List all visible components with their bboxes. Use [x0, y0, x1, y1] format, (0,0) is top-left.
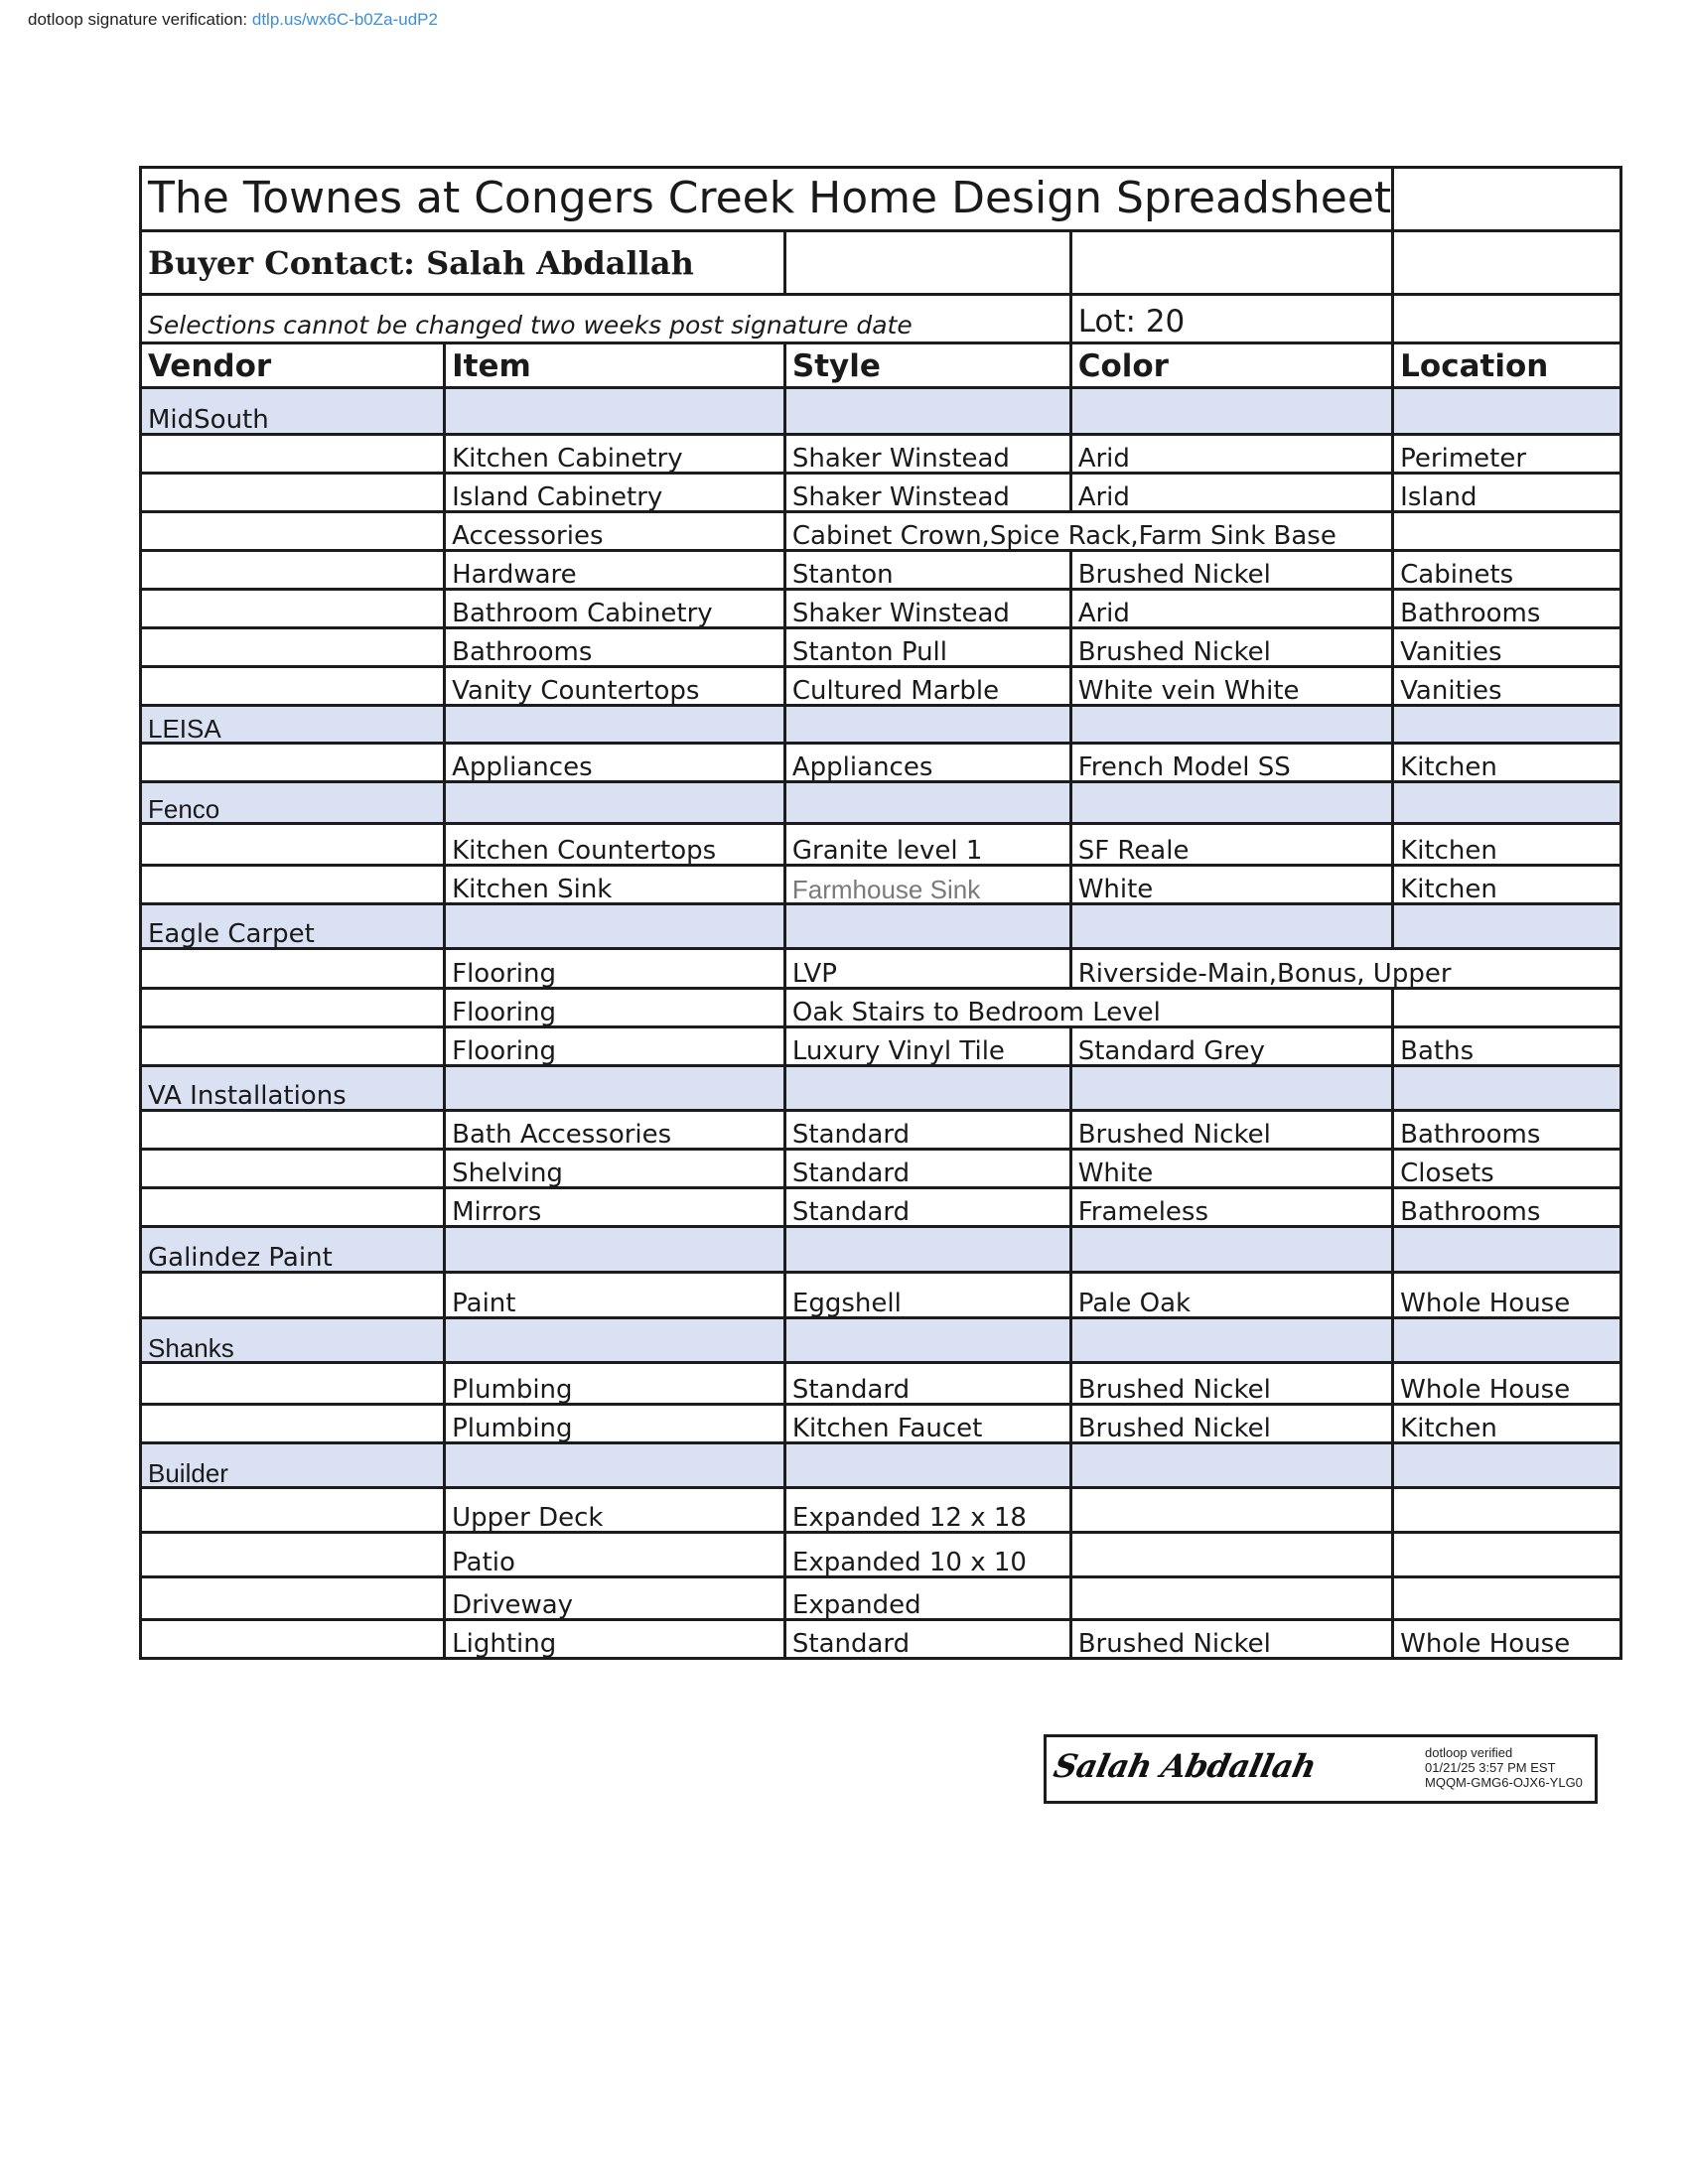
style-cell: Stanton — [784, 551, 1070, 590]
color-cell: French Model SS — [1070, 744, 1392, 782]
color-cell: Brushed Nickel — [1070, 628, 1392, 667]
table-row — [141, 512, 1621, 551]
color-cell — [1070, 1488, 1392, 1533]
color-cell: Frameless — [1070, 1188, 1392, 1227]
table-row — [141, 1488, 1621, 1533]
vendor-row-cell — [784, 388, 1070, 435]
table-row — [141, 435, 1621, 474]
item-cell: Flooring — [445, 989, 785, 1027]
table-row — [141, 744, 1621, 782]
vendor-cell — [141, 1111, 445, 1150]
color-cell: Brushed Nickel — [1070, 1405, 1392, 1443]
style-cell: Shaker Winstead — [784, 474, 1070, 512]
empty-cell — [1393, 231, 1621, 295]
vendor-row-cell — [445, 904, 785, 949]
signature-box — [1044, 1734, 1598, 1804]
vendor-row — [141, 904, 1621, 949]
table-row — [141, 628, 1621, 667]
color-cell: White — [1070, 866, 1392, 904]
vendor-row — [141, 388, 1621, 435]
location-cell: Whole House — [1393, 1273, 1621, 1318]
item-cell: Kitchen Sink — [445, 866, 785, 904]
vendor-row-cell — [784, 1443, 1070, 1488]
vendor-cell — [141, 1027, 445, 1066]
column-header-item: Item — [445, 343, 785, 388]
vendor-row-cell — [1393, 782, 1621, 824]
style-cell: Granite level 1 — [784, 824, 1070, 866]
location-cell: Closets — [1393, 1150, 1621, 1188]
location-cell: Island — [1393, 474, 1621, 512]
sheet-title: The Townes at Congers Creek Home Design Spreadsheet — [141, 168, 1393, 231]
lot-number: Lot: 20 — [1070, 295, 1392, 343]
vendor-row — [141, 1318, 1621, 1363]
table-row — [141, 590, 1621, 628]
vendor-row-cell — [445, 1066, 785, 1111]
vendor-row-cell — [1070, 782, 1392, 824]
item-cell: Bath Accessories — [445, 1111, 785, 1150]
vendor-row-cell — [784, 1318, 1070, 1363]
vendor-row-cell — [1393, 1318, 1621, 1363]
item-cell: Upper Deck — [445, 1488, 785, 1533]
item-cell: Vanity Countertops — [445, 667, 785, 706]
vendor-cell — [141, 1405, 445, 1443]
verified-label: dotloop verified — [1425, 1745, 1513, 1760]
color-cell: Arid — [1070, 474, 1392, 512]
vendor-row — [141, 1227, 1621, 1273]
vendor-cell — [141, 744, 445, 782]
vendor-cell — [141, 474, 445, 512]
location-cell: Vanities — [1393, 667, 1621, 706]
style-cell: LVP — [784, 949, 1070, 989]
vendor-row-cell — [1070, 1066, 1392, 1111]
vendor-cell — [141, 512, 445, 551]
signature-meta — [1425, 1745, 1583, 1790]
verification-label: dotloop signature verification: — [28, 10, 248, 29]
vendor-row-cell — [1070, 1227, 1392, 1273]
table-row — [141, 949, 1621, 989]
selection-notice: Selections cannot be changed two weeks post signature date — [141, 295, 1071, 343]
location-cell: Perimeter — [1393, 435, 1621, 474]
item-cell: Flooring — [445, 1027, 785, 1066]
vendor-row-cell — [1393, 1227, 1621, 1273]
vendor-row-cell — [1393, 904, 1621, 949]
vendor-name: Fenco — [141, 782, 445, 824]
table-row — [141, 1111, 1621, 1150]
style-cell: Expanded — [784, 1577, 1070, 1620]
style-cell: Standard — [784, 1150, 1070, 1188]
location-cell: Kitchen — [1393, 1405, 1621, 1443]
vendor-row-cell — [445, 1227, 785, 1273]
vendor-row-cell — [784, 1066, 1070, 1111]
style-cell: Standard — [784, 1111, 1070, 1150]
item-cell: Kitchen Countertops — [445, 824, 785, 866]
color-cell: SF Reale — [1070, 824, 1392, 866]
vendor-cell — [141, 1533, 445, 1577]
color-cell: Arid — [1070, 590, 1392, 628]
style-cell: Standard — [784, 1363, 1070, 1405]
table-row — [141, 824, 1621, 866]
vendor-row-cell — [784, 782, 1070, 824]
vendor-row-cell — [1070, 1318, 1392, 1363]
empty-cell — [1070, 231, 1392, 295]
location-cell: Cabinets — [1393, 551, 1621, 590]
buyer-row — [141, 231, 1621, 295]
location-cell — [1393, 512, 1621, 551]
vendor-cell — [141, 824, 445, 866]
empty-cell — [784, 231, 1070, 295]
table-row — [141, 1027, 1621, 1066]
location-cell: Whole House — [1393, 1620, 1621, 1659]
vendor-row-cell — [445, 388, 785, 435]
vendor-name: Builder — [141, 1443, 445, 1488]
vendor-name: VA Installations — [141, 1066, 445, 1111]
design-spreadsheet — [139, 166, 1622, 1660]
item-cell: Accessories — [445, 512, 785, 551]
vendor-name: Eagle Carpet — [141, 904, 445, 949]
signature-timestamp: 01/21/25 3:57 PM EST — [1425, 1760, 1556, 1775]
vendor-row-cell — [445, 782, 785, 824]
vendor-row-cell — [1393, 706, 1621, 744]
table-row — [141, 667, 1621, 706]
color-cell: Riverside-Main,Bonus, Upper — [1070, 949, 1620, 989]
vendor-row — [141, 706, 1621, 744]
color-cell: White vein White — [1070, 667, 1392, 706]
vendor-name: Galindez Paint — [141, 1227, 445, 1273]
item-cell: Island Cabinetry — [445, 474, 785, 512]
vendor-cell — [141, 1577, 445, 1620]
vendor-row-cell — [1070, 1443, 1392, 1488]
item-cell: Patio — [445, 1533, 785, 1577]
color-cell — [1070, 1577, 1392, 1620]
vendor-row — [141, 1066, 1621, 1111]
empty-cell — [1393, 168, 1621, 231]
vendor-row-cell — [784, 1227, 1070, 1273]
vendor-row-cell — [445, 1318, 785, 1363]
vendor-row-cell — [445, 1443, 785, 1488]
style-cell: Shaker Winstead — [784, 590, 1070, 628]
column-header-vendor: Vendor — [141, 343, 445, 388]
vendor-cell — [141, 590, 445, 628]
table-row — [141, 1150, 1621, 1188]
item-cell: Driveway — [445, 1577, 785, 1620]
location-cell — [1393, 1577, 1621, 1620]
table-row — [141, 989, 1621, 1027]
table-row — [141, 1273, 1621, 1318]
style-cell: Oak Stairs to Bedroom Level — [784, 989, 1392, 1027]
item-cell: Mirrors — [445, 1188, 785, 1227]
table-row — [141, 1533, 1621, 1577]
location-cell: Whole House — [1393, 1363, 1621, 1405]
location-cell — [1393, 1533, 1621, 1577]
signature: Salah Abdallah — [1050, 1747, 1320, 1785]
item-cell: Bathrooms — [445, 628, 785, 667]
location-cell: Kitchen — [1393, 744, 1621, 782]
vendor-row-cell — [1393, 388, 1621, 435]
style-cell: Expanded 12 x 18 — [784, 1488, 1070, 1533]
location-cell — [1393, 1488, 1621, 1533]
buyer-contact: Buyer Contact: Salah Abdallah — [141, 231, 785, 295]
color-cell — [1070, 1533, 1392, 1577]
column-header-location: Location — [1393, 343, 1621, 388]
vendor-name: Shanks — [141, 1318, 445, 1363]
verification-link[interactable]: dtlp.us/wx6C-b0Za-udP2 — [251, 10, 438, 29]
vendor-cell — [141, 667, 445, 706]
location-cell: Bathrooms — [1393, 590, 1621, 628]
style-cell: Shaker Winstead — [784, 435, 1070, 474]
table-row — [141, 1363, 1621, 1405]
item-cell: Bathroom Cabinetry — [445, 590, 785, 628]
table-row — [141, 1405, 1621, 1443]
vendor-row-cell — [1070, 388, 1392, 435]
vendor-row — [141, 1443, 1621, 1488]
vendor-row-cell — [1393, 1443, 1621, 1488]
table-row — [141, 1620, 1621, 1659]
table-row — [141, 551, 1621, 590]
vendor-cell — [141, 1488, 445, 1533]
item-cell: Paint — [445, 1273, 785, 1318]
vendor-row-cell — [1393, 1066, 1621, 1111]
color-cell: Standard Grey — [1070, 1027, 1392, 1066]
color-cell: White — [1070, 1150, 1392, 1188]
signature-code: MQQM-GMG6-OJX6-YLG0 — [1425, 1775, 1583, 1790]
vendor-name: LEISA — [141, 706, 445, 744]
style-cell: Appliances — [784, 744, 1070, 782]
color-cell: Brushed Nickel — [1070, 1363, 1392, 1405]
vendor-cell — [141, 1150, 445, 1188]
color-cell: Brushed Nickel — [1070, 1620, 1392, 1659]
vendor-cell — [141, 866, 445, 904]
color-cell: Arid — [1070, 435, 1392, 474]
location-cell — [1393, 989, 1621, 1027]
table-row — [141, 474, 1621, 512]
location-cell: Kitchen — [1393, 824, 1621, 866]
item-cell: Lighting — [445, 1620, 785, 1659]
location-cell: Kitchen — [1393, 866, 1621, 904]
item-cell: Plumbing — [445, 1363, 785, 1405]
vendor-cell — [141, 1363, 445, 1405]
location-cell: Bathrooms — [1393, 1188, 1621, 1227]
item-cell: Flooring — [445, 949, 785, 989]
vendor-cell — [141, 551, 445, 590]
style-cell: Eggshell — [784, 1273, 1070, 1318]
column-header-color: Color — [1070, 343, 1392, 388]
title-row — [141, 168, 1621, 231]
style-cell: Standard — [784, 1620, 1070, 1659]
color-cell: Brushed Nickel — [1070, 551, 1392, 590]
location-cell: Bathrooms — [1393, 1111, 1621, 1150]
style-cell: Cabinet Crown,Spice Rack,Farm Sink Base — [784, 512, 1392, 551]
item-cell: Kitchen Cabinetry — [445, 435, 785, 474]
item-cell: Shelving — [445, 1150, 785, 1188]
style-cell: Standard — [784, 1188, 1070, 1227]
vendor-cell — [141, 949, 445, 989]
empty-cell — [1393, 295, 1621, 343]
color-cell: Brushed Nickel — [1070, 1111, 1392, 1150]
vendor-cell — [141, 435, 445, 474]
table-row — [141, 1188, 1621, 1227]
style-cell: Farmhouse Sink — [784, 866, 1070, 904]
signature-verification-line — [28, 10, 438, 30]
vendor-row-cell — [445, 706, 785, 744]
color-cell: Pale Oak — [1070, 1273, 1392, 1318]
vendor-cell — [141, 1620, 445, 1659]
vendor-row — [141, 782, 1621, 824]
location-cell: Baths — [1393, 1027, 1621, 1066]
table-row — [141, 866, 1621, 904]
table-row — [141, 1577, 1621, 1620]
vendor-name: MidSouth — [141, 388, 445, 435]
vendor-row-cell — [784, 706, 1070, 744]
style-cell: Expanded 10 x 10 — [784, 1533, 1070, 1577]
vendor-cell — [141, 1273, 445, 1318]
vendor-cell — [141, 1188, 445, 1227]
column-header-style: Style — [784, 343, 1070, 388]
item-cell: Appliances — [445, 744, 785, 782]
style-cell: Cultured Marble — [784, 667, 1070, 706]
item-cell: Plumbing — [445, 1405, 785, 1443]
vendor-row-cell — [784, 904, 1070, 949]
vendor-row-cell — [1070, 904, 1392, 949]
column-header-row — [141, 343, 1621, 388]
vendor-cell — [141, 628, 445, 667]
style-cell: Stanton Pull — [784, 628, 1070, 667]
notice-row — [141, 295, 1621, 343]
style-cell: Kitchen Faucet — [784, 1405, 1070, 1443]
vendor-cell — [141, 989, 445, 1027]
location-cell: Vanities — [1393, 628, 1621, 667]
style-cell: Luxury Vinyl Tile — [784, 1027, 1070, 1066]
item-cell: Hardware — [445, 551, 785, 590]
vendor-row-cell — [1070, 706, 1392, 744]
